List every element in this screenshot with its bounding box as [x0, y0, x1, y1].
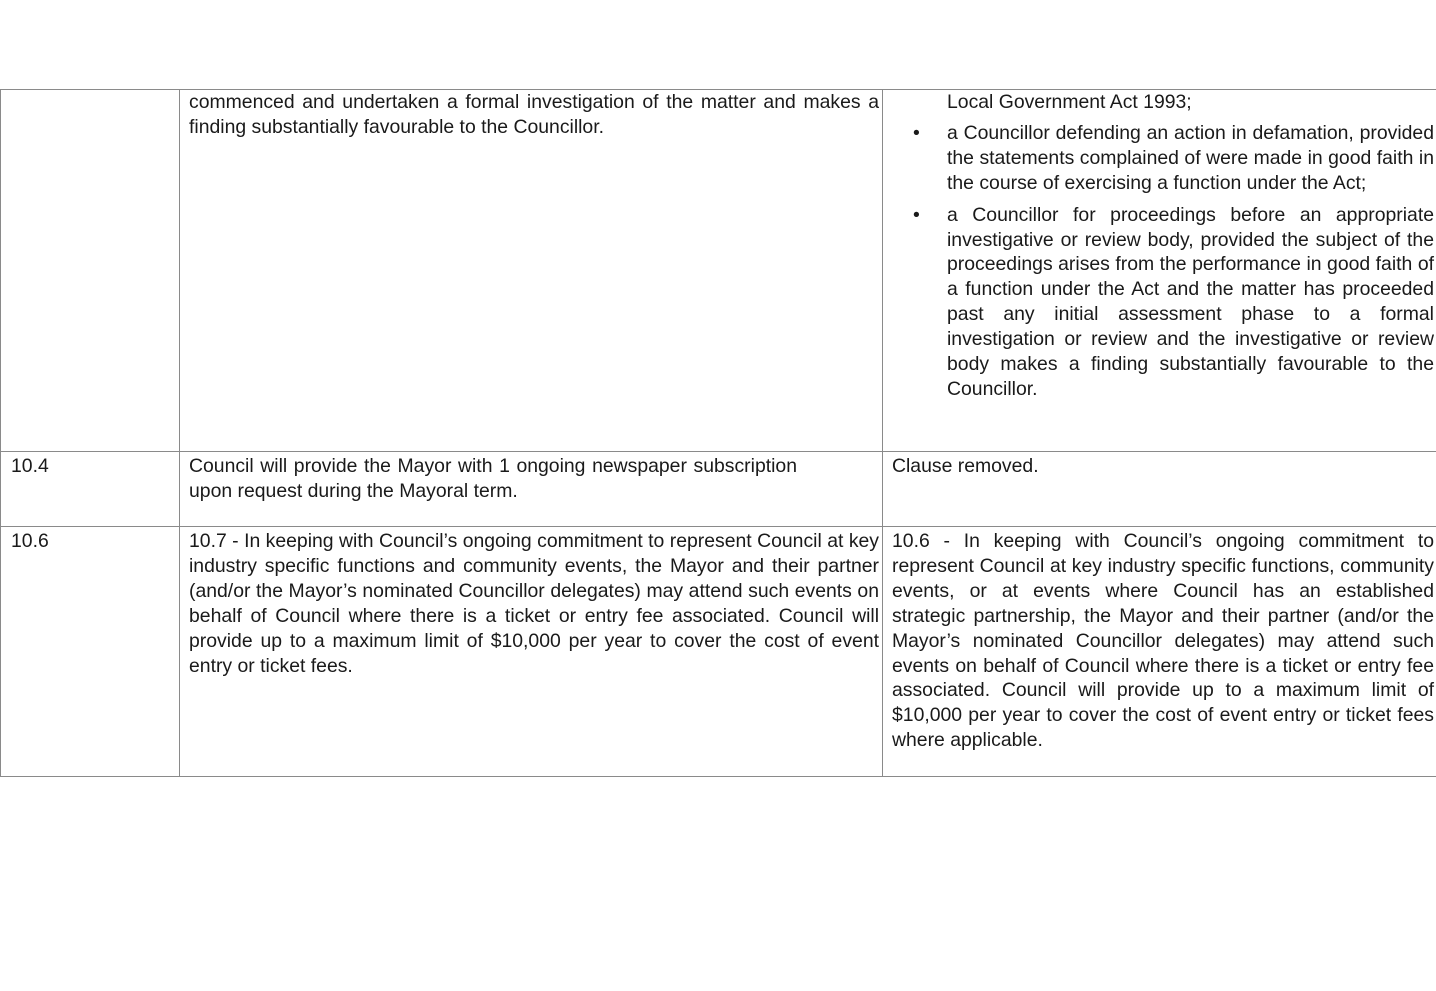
policy-comparison-table [0, 89, 1436, 777]
current-clause-cell [180, 452, 883, 527]
current-clause-cell [180, 527, 883, 777]
table-row [1, 452, 1436, 527]
bullet-icon: • [913, 121, 920, 144]
proposed-lead-text [883, 90, 1434, 115]
proposed-clause-text: Clause removed. [892, 455, 1039, 477]
current-clause-cell [180, 90, 883, 452]
clause-cell [1, 452, 180, 527]
proposed-clause-cell [883, 452, 1436, 527]
proposed-lead-label: Local Government Act 1993; [947, 91, 1192, 113]
current-clause-text: 10.7 - In keeping with Council’s ongoing commitment to represent Council at key industry specific functions and community events, the Mayor and their partner (and/or the Mayor’s nominated Councillor delegates) may attend such events on behalf of Council where there is a ticket or entry fee associated. Council will provide up to a maximum limit of $10,000 per year to cover the cost of event entry or ticket fees. [189, 530, 879, 677]
list-item-text: a Councillor for proceedings before an appropriate investigative or review body, provided the subject of the proceedings arises from the performance in good faith of a function under the Act and the matter has proceeded past any initial assessment phase to a formal investigation or review and the investigative or review body makes a finding substantially favourable to the Councillor. [947, 203, 1434, 400]
clause-cell [1, 90, 180, 452]
clause-number: 10.4 [11, 455, 49, 477]
list-item [883, 203, 1434, 402]
clause-number: 10.6 [11, 530, 49, 552]
bullet-icon: • [913, 203, 920, 226]
table-row [1, 527, 1436, 777]
table-row [1, 90, 1436, 452]
current-clause-text: Council will provide the Mayor with 1 ongoing newspaper subscription upon request during the Mayoral term. [189, 455, 797, 502]
list-item-text: a Councillor defending an action in defamation, provided the statements complained of were made in good faith in the course of exercising a function under the Act; [947, 121, 1434, 194]
proposed-clause-cell [883, 90, 1436, 452]
clause-cell [1, 527, 180, 777]
proposed-clause-cell [883, 527, 1436, 777]
proposed-clause-text: 10.6 - In keeping with Council’s ongoing commitment to represent Council at key industry specific functions, community events, or at events where Council has an established strategic partnership, the Mayor and their partner (and/or the Mayor’s nominated Councillor delegates) may attend such events on behalf of Council where there is a ticket or entry fee associated. Council will provide up to a maximum limit of $10,000 per year to cover the cost of event entry or ticket fees where applicable. [892, 530, 1434, 752]
current-clause-text: commenced and undertaken a formal investigation of the matter and makes a finding substantially favourable to the Councillor. [189, 91, 879, 138]
list-item [883, 121, 1434, 196]
